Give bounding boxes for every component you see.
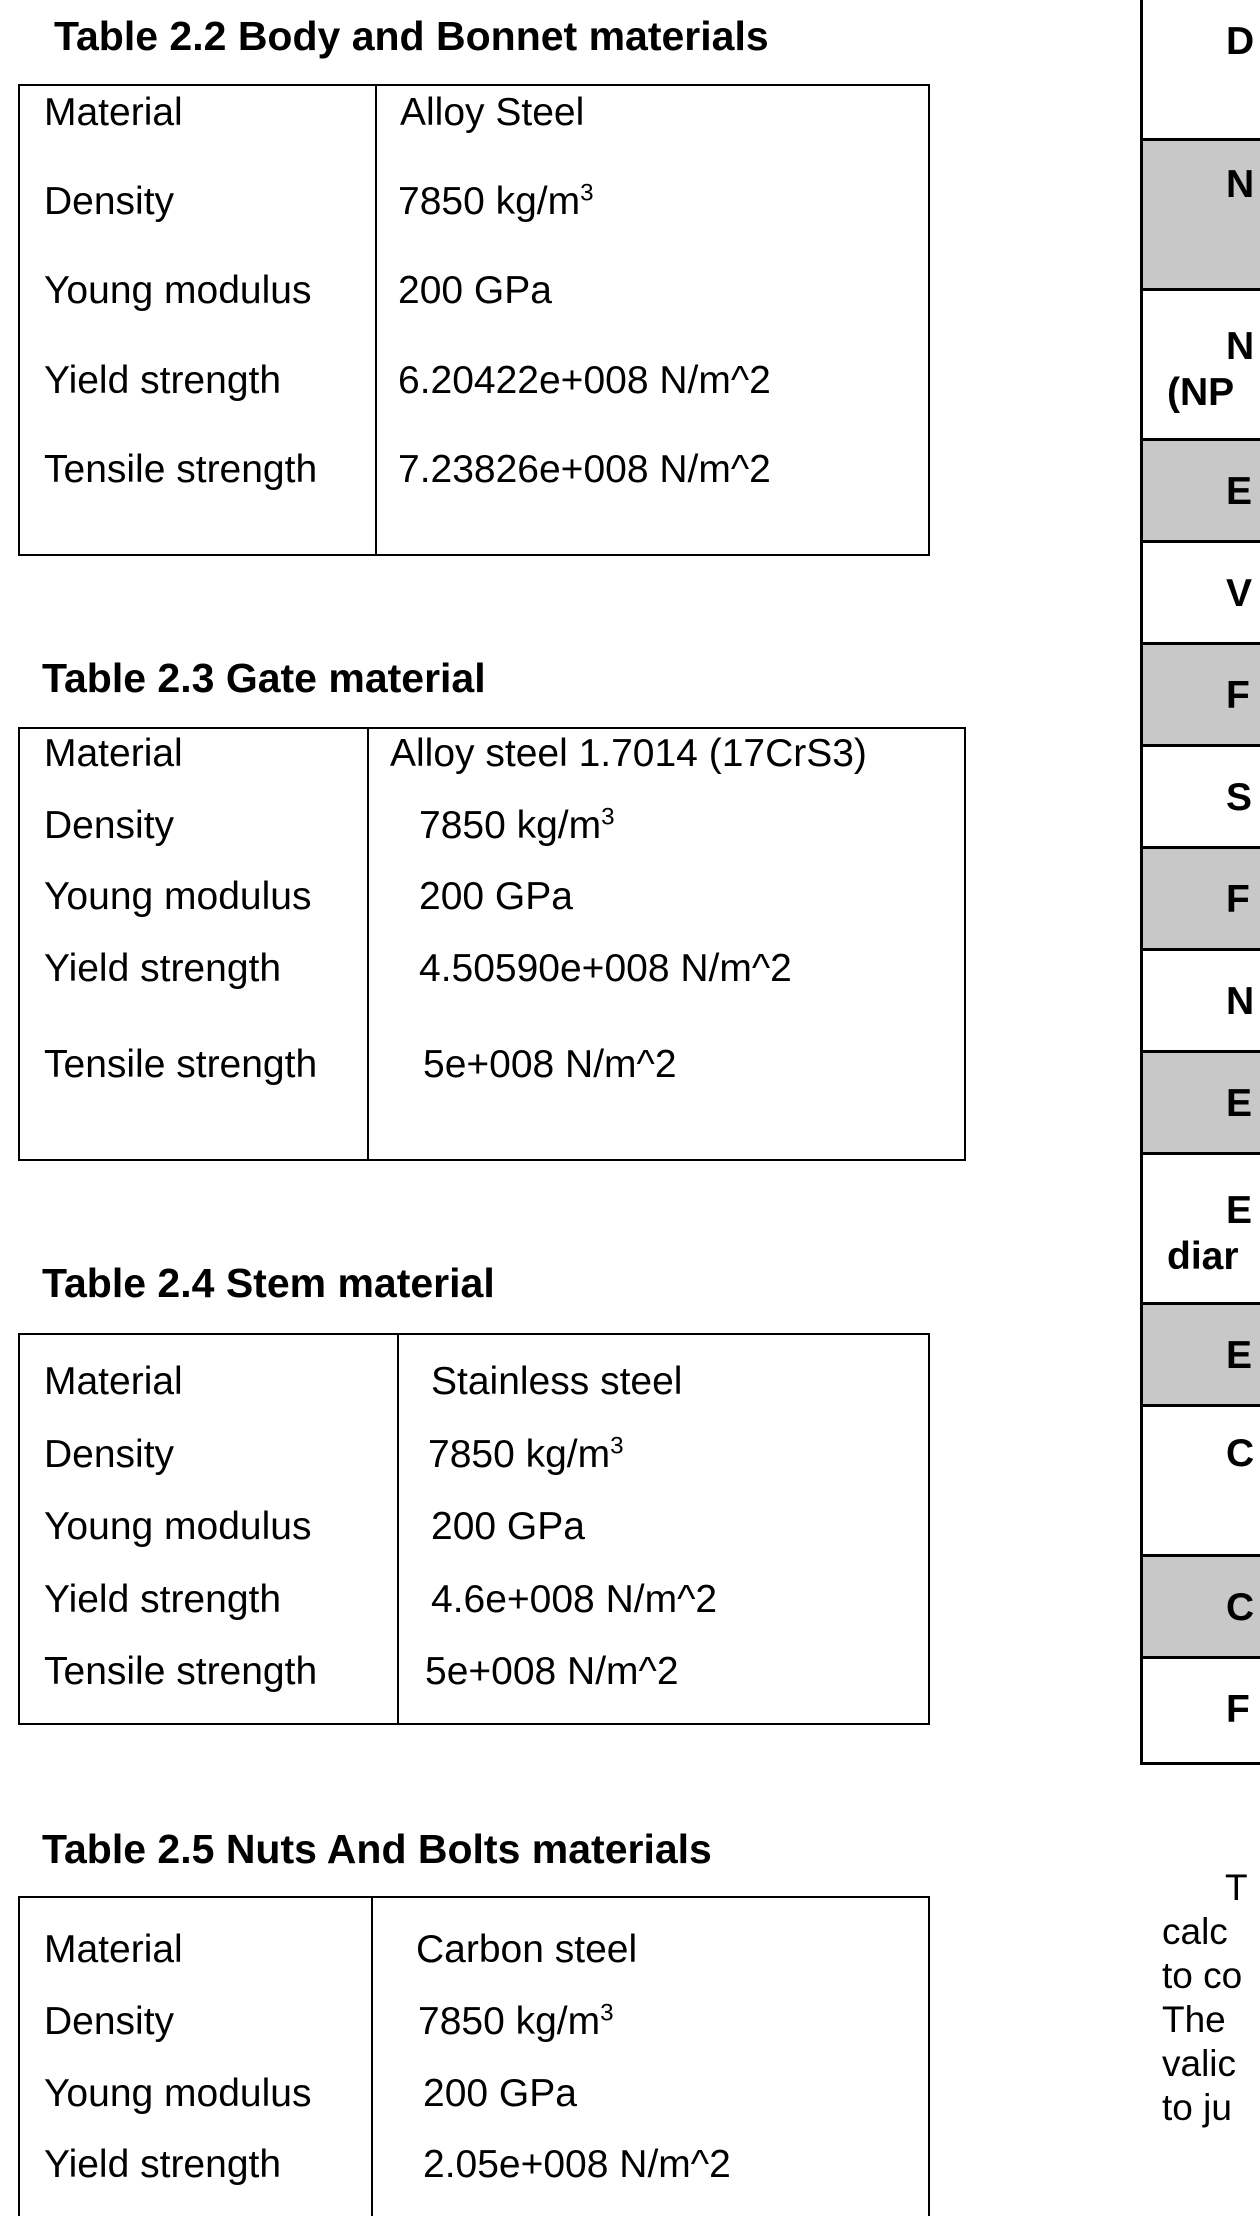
row-label-young-modulus: Young modulus bbox=[44, 875, 312, 918]
paragraph-line: valic bbox=[1162, 2043, 1237, 2084]
right-table-row bbox=[1143, 441, 1260, 543]
row-value-material: Alloy steel 1.7014 (17CrS3) bbox=[390, 732, 867, 775]
right-table-row bbox=[1143, 1305, 1260, 1407]
row-value-material: Stainless steel bbox=[431, 1360, 683, 1403]
table-2-4 bbox=[18, 1333, 930, 1725]
row-value-yield-strength: 4.6e+008 N/m^2 bbox=[431, 1578, 718, 1621]
right-table-row-text: V bbox=[1226, 572, 1253, 615]
right-table-row bbox=[1143, 1659, 1260, 1762]
right-table-row-text: N bbox=[1226, 980, 1255, 1023]
right-table-row-text: F bbox=[1226, 878, 1250, 921]
row-value-density bbox=[398, 179, 594, 223]
right-table-row-text-line2: (NP bbox=[1167, 371, 1235, 414]
paragraph-line: calc bbox=[1162, 1911, 1228, 1952]
row-value-density bbox=[418, 1999, 614, 2043]
table-2-5 bbox=[18, 1896, 930, 2216]
row-value-yield-strength: 6.20422e+008 N/m^2 bbox=[398, 359, 771, 402]
right-table-row-text: E bbox=[1226, 1189, 1253, 1232]
row-value-young-modulus: 200 GPa bbox=[423, 2072, 577, 2115]
row-label-material: Material bbox=[44, 1928, 183, 1971]
table-2-3-caption: Table 2.3 Gate material bbox=[42, 655, 486, 701]
row-value-young-modulus: 200 GPa bbox=[431, 1505, 585, 1548]
row-label-yield-strength: Yield strength bbox=[44, 2143, 282, 2186]
right-table-row-text: N bbox=[1226, 325, 1255, 368]
density-exponent: 3 bbox=[600, 1999, 614, 2027]
right-table-row bbox=[1143, 1155, 1260, 1305]
density-exponent: 3 bbox=[610, 1432, 624, 1460]
row-label-density: Density bbox=[44, 804, 175, 847]
table-2-2-caption: Table 2.2 Body and Bonnet materials bbox=[54, 13, 769, 59]
right-table-row bbox=[1143, 291, 1260, 441]
density-exponent: 3 bbox=[601, 803, 615, 831]
row-value-density bbox=[419, 803, 615, 847]
row-value-tensile-strength: 5e+008 N/m^2 bbox=[423, 1043, 677, 1086]
row-value-yield-strength: 4.50590e+008 N/m^2 bbox=[419, 947, 792, 990]
row-value-material: Carbon steel bbox=[416, 1928, 638, 1971]
right-table-row-text: F bbox=[1226, 1688, 1250, 1731]
right-table-row bbox=[1143, 543, 1260, 645]
paragraph-line: T bbox=[1225, 1867, 1248, 1908]
row-value-material: Alloy Steel bbox=[400, 91, 585, 134]
row-label-material: Material bbox=[44, 91, 183, 134]
row-label-material: Material bbox=[44, 732, 183, 775]
right-table-row bbox=[1143, 747, 1260, 849]
row-label-young-modulus: Young modulus bbox=[44, 2072, 312, 2115]
right-table-row bbox=[1143, 849, 1260, 951]
row-label-density: Density bbox=[44, 2000, 175, 2043]
row-value-yield-strength: 2.05e+008 N/m^2 bbox=[423, 2143, 731, 2186]
row-value-tensile-strength: 5e+008 N/m^2 bbox=[425, 1650, 679, 1693]
row-label-tensile-strength: Tensile strength bbox=[44, 1043, 318, 1086]
row-label-yield-strength: Yield strength bbox=[44, 359, 282, 402]
right-table-row-text: E bbox=[1226, 470, 1253, 513]
paragraph-line: The bbox=[1162, 1999, 1226, 2040]
right-table-row-text: D bbox=[1226, 20, 1255, 63]
right-table-row bbox=[1143, 1407, 1260, 1557]
paragraph-line: to ju bbox=[1162, 2087, 1232, 2128]
right-table-row bbox=[1143, 951, 1260, 1053]
column-divider bbox=[371, 1898, 373, 2216]
paragraph-line: to co bbox=[1162, 1955, 1243, 1996]
density-value-text: 7850 kg/m bbox=[428, 1433, 611, 1476]
row-label-density: Density bbox=[44, 180, 175, 223]
table-2-5-caption: Table 2.5 Nuts And Bolts materials bbox=[42, 1826, 712, 1872]
table-2-3 bbox=[18, 727, 966, 1161]
row-label-young-modulus: Young modulus bbox=[44, 269, 312, 312]
right-clipped-table bbox=[1140, 0, 1260, 1765]
clipped-paragraph bbox=[1162, 1866, 1248, 2130]
right-table-row-text: C bbox=[1226, 1586, 1255, 1629]
right-table-row-text: E bbox=[1226, 1082, 1253, 1125]
column-divider bbox=[367, 729, 369, 1159]
column-divider bbox=[397, 1335, 399, 1723]
row-label-yield-strength: Yield strength bbox=[44, 1578, 282, 1621]
density-value-text: 7850 kg/m bbox=[419, 804, 602, 847]
right-table-row bbox=[1143, 645, 1260, 747]
right-table-row bbox=[1143, 141, 1260, 291]
right-table-row-text: N bbox=[1226, 163, 1255, 206]
right-table-row-text: C bbox=[1226, 1432, 1255, 1475]
row-value-tensile-strength: 7.23826e+008 N/m^2 bbox=[398, 448, 771, 491]
row-label-tensile-strength: Tensile strength bbox=[44, 1650, 318, 1693]
row-label-tensile-strength: Tensile strength bbox=[44, 448, 318, 491]
row-label-material: Material bbox=[44, 1360, 183, 1403]
right-table-row-text-line2: diar bbox=[1167, 1235, 1239, 1278]
row-label-yield-strength: Yield strength bbox=[44, 947, 282, 990]
row-value-density bbox=[428, 1432, 624, 1476]
table-2-4-caption: Table 2.4 Stem material bbox=[42, 1260, 495, 1306]
right-table-row-text: E bbox=[1226, 1334, 1253, 1377]
density-value-text: 7850 kg/m bbox=[398, 180, 581, 223]
column-divider bbox=[375, 86, 377, 554]
right-table-row-text: S bbox=[1226, 776, 1253, 819]
row-value-young-modulus: 200 GPa bbox=[398, 269, 552, 312]
right-table-row bbox=[1143, 1557, 1260, 1659]
right-table-row bbox=[1143, 1053, 1260, 1155]
row-value-young-modulus: 200 GPa bbox=[419, 875, 573, 918]
row-label-young-modulus: Young modulus bbox=[44, 1505, 312, 1548]
density-value-text: 7850 kg/m bbox=[418, 2000, 601, 2043]
right-table-row bbox=[1143, 0, 1260, 141]
density-exponent: 3 bbox=[580, 179, 594, 207]
table-2-2 bbox=[18, 84, 930, 556]
right-table-row-text: F bbox=[1226, 674, 1250, 717]
row-label-density: Density bbox=[44, 1433, 175, 1476]
